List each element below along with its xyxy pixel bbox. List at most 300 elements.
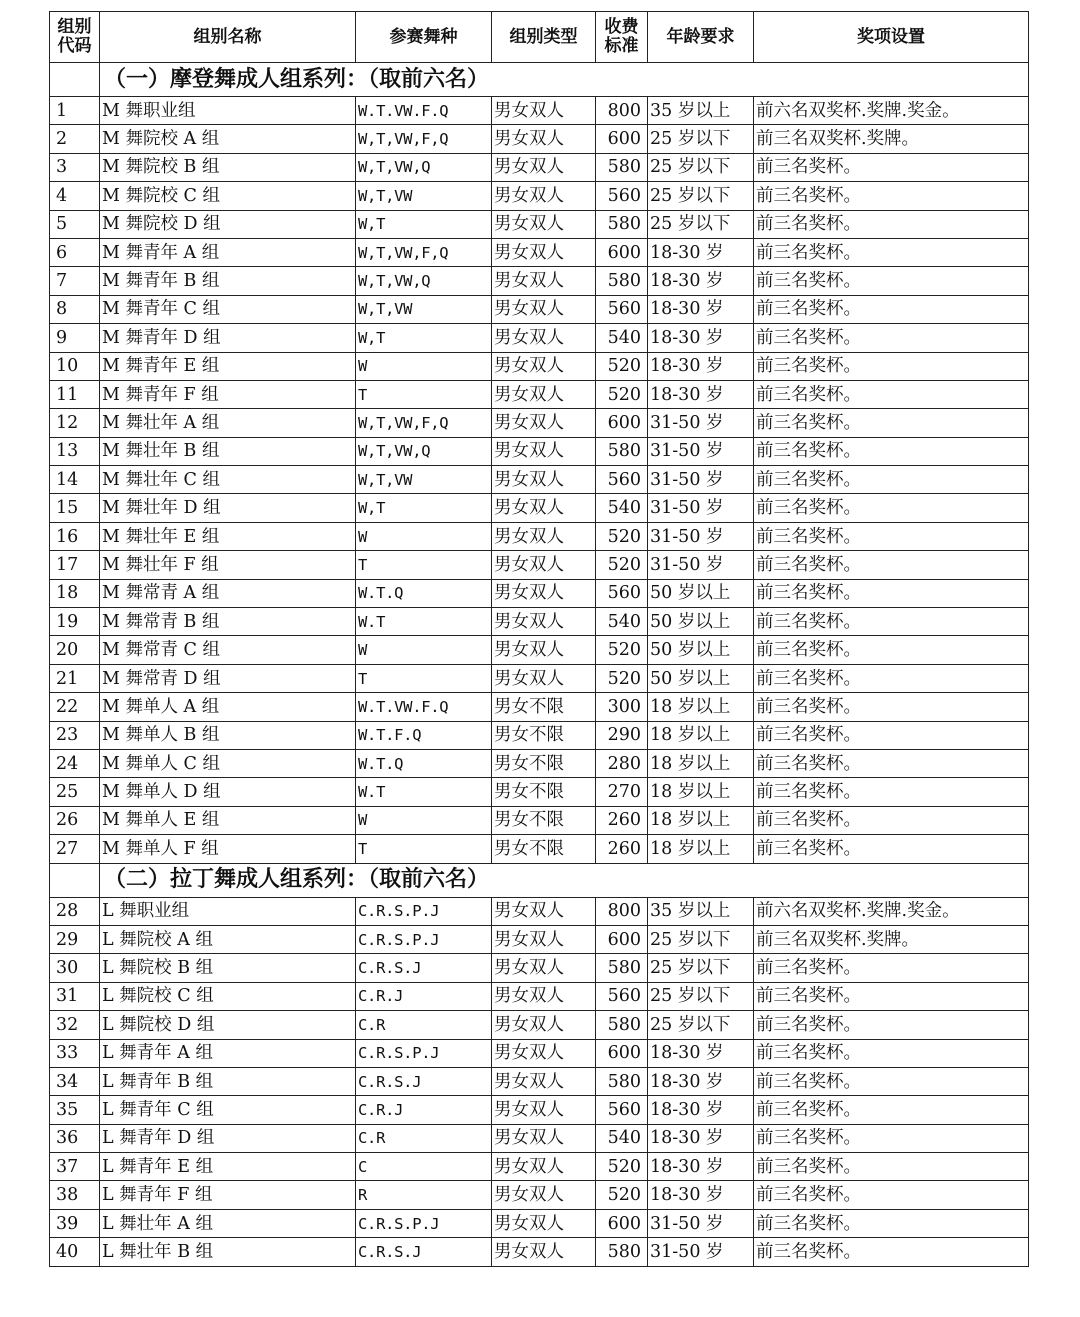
cell-type: 男女双人 <box>492 1181 596 1209</box>
cell-name: M 舞单人 C 组 <box>100 749 356 777</box>
cell-awards: 前三名奖杯。 <box>754 721 1029 749</box>
cell-age: 18-30 岁 <box>648 238 754 266</box>
cell-awards: 前三名奖杯。 <box>754 1153 1029 1181</box>
cell-fee: 260 <box>596 835 648 863</box>
header-fee-line2: 标准 <box>604 36 639 56</box>
cell-age: 35 岁以上 <box>648 97 754 125</box>
table-body <box>50 63 1029 1267</box>
cell-name: M 舞职业组 <box>100 97 356 125</box>
cell-dances: C.R.S.P.J <box>356 897 492 925</box>
cell-awards: 前三名奖杯。 <box>754 466 1029 494</box>
cell-fee: 300 <box>596 693 648 721</box>
cell-type: 男女双人 <box>492 1096 596 1124</box>
cell-code: 7 <box>50 267 100 295</box>
cell-awards: 前三名奖杯。 <box>754 551 1029 579</box>
cell-code: 17 <box>50 551 100 579</box>
cell-code: 40 <box>50 1238 100 1266</box>
cell-fee: 560 <box>596 982 648 1010</box>
cell-fee: 260 <box>596 806 648 834</box>
cell-fee: 560 <box>596 466 648 494</box>
cell-fee: 600 <box>596 925 648 953</box>
cell-code: 26 <box>50 806 100 834</box>
cell-dances: W,T,VW,Q <box>356 437 492 465</box>
cell-dances: C.R <box>356 1124 492 1152</box>
cell-awards: 前三名双奖杯.奖牌。 <box>754 925 1029 953</box>
cell-dances: W,T,VW <box>356 295 492 323</box>
cell-type: 男女双人 <box>492 636 596 664</box>
cell-type: 男女双人 <box>492 466 596 494</box>
cell-code: 25 <box>50 778 100 806</box>
table-row <box>50 466 1029 494</box>
cell-code: 9 <box>50 324 100 352</box>
cell-code: 28 <box>50 897 100 925</box>
cell-age: 31-50 岁 <box>648 1209 754 1237</box>
cell-awards: 前三名奖杯。 <box>754 182 1029 210</box>
cell-awards: 前三名奖杯。 <box>754 693 1029 721</box>
table-row <box>50 897 1029 925</box>
cell-awards: 前六名双奖杯.奖牌.奖金。 <box>754 97 1029 125</box>
cell-type: 男女不限 <box>492 749 596 777</box>
cell-name: M 舞单人 E 组 <box>100 806 356 834</box>
cell-type: 男女双人 <box>492 409 596 437</box>
cell-name: L 舞壮年 A 组 <box>100 1209 356 1237</box>
cell-awards: 前三名奖杯。 <box>754 835 1029 863</box>
cell-awards: 前三名奖杯。 <box>754 153 1029 181</box>
cell-type: 男女双人 <box>492 608 596 636</box>
cell-awards: 前三名奖杯。 <box>754 749 1029 777</box>
cell-awards: 前三名奖杯。 <box>754 1181 1029 1209</box>
cell-code: 13 <box>50 437 100 465</box>
cell-fee: 560 <box>596 295 648 323</box>
cell-dances: W <box>356 352 492 380</box>
cell-dances: C.R.S.P.J <box>356 1209 492 1237</box>
table-row <box>50 1124 1029 1152</box>
cell-age: 50 岁以上 <box>648 579 754 607</box>
cell-name: M 舞院校 D 组 <box>100 210 356 238</box>
table-row <box>50 1238 1029 1266</box>
cell-fee: 800 <box>596 897 648 925</box>
cell-awards: 前三名奖杯。 <box>754 608 1029 636</box>
cell-code: 32 <box>50 1011 100 1039</box>
cell-age: 25 岁以下 <box>648 925 754 953</box>
header-name: 组别名称 <box>100 12 356 63</box>
cell-age: 25 岁以下 <box>648 182 754 210</box>
cell-awards: 前三名奖杯。 <box>754 437 1029 465</box>
cell-dances: C.R.S.J <box>356 1238 492 1266</box>
cell-fee: 560 <box>596 182 648 210</box>
table-row <box>50 835 1029 863</box>
cell-name: M 舞院校 A 组 <box>100 125 356 153</box>
cell-code: 20 <box>50 636 100 664</box>
cell-age: 18 岁以上 <box>648 778 754 806</box>
cell-type: 男女不限 <box>492 778 596 806</box>
cell-awards: 前三名奖杯。 <box>754 238 1029 266</box>
cell-code: 33 <box>50 1039 100 1067</box>
cell-code: 6 <box>50 238 100 266</box>
cell-dances: W <box>356 636 492 664</box>
cell-fee: 580 <box>596 954 648 982</box>
cell-name: M 舞单人 D 组 <box>100 778 356 806</box>
cell-code: 4 <box>50 182 100 210</box>
cell-code: 11 <box>50 380 100 408</box>
competition-groups-table <box>49 11 1029 1267</box>
cell-fee: 270 <box>596 778 648 806</box>
cell-fee: 540 <box>596 324 648 352</box>
cell-type: 男女不限 <box>492 806 596 834</box>
cell-age: 18 岁以上 <box>648 721 754 749</box>
cell-name: M 舞青年 B 组 <box>100 267 356 295</box>
cell-type: 男女双人 <box>492 982 596 1010</box>
cell-code: 18 <box>50 579 100 607</box>
cell-fee: 520 <box>596 380 648 408</box>
cell-name: M 舞常青 D 组 <box>100 664 356 692</box>
table-row <box>50 1153 1029 1181</box>
section-blank-cell <box>50 63 100 97</box>
cell-age: 18-30 岁 <box>648 1124 754 1152</box>
cell-awards: 前六名双奖杯.奖牌.奖金。 <box>754 897 1029 925</box>
cell-type: 男女不限 <box>492 721 596 749</box>
cell-name: L 舞壮年 B 组 <box>100 1238 356 1266</box>
cell-code: 35 <box>50 1096 100 1124</box>
cell-code: 12 <box>50 409 100 437</box>
cell-dances: C.R.S.P.J <box>356 925 492 953</box>
cell-code: 5 <box>50 210 100 238</box>
cell-age: 50 岁以上 <box>648 664 754 692</box>
cell-type: 男女双人 <box>492 551 596 579</box>
cell-fee: 520 <box>596 1153 648 1181</box>
cell-dances: W.T <box>356 608 492 636</box>
cell-dances: W,T,VW,F,Q <box>356 238 492 266</box>
cell-type: 男女双人 <box>492 238 596 266</box>
cell-awards: 前三名奖杯。 <box>754 210 1029 238</box>
cell-fee: 520 <box>596 522 648 550</box>
cell-fee: 540 <box>596 494 648 522</box>
cell-type: 男女双人 <box>492 182 596 210</box>
cell-dances: T <box>356 380 492 408</box>
cell-code: 15 <box>50 494 100 522</box>
section-row <box>50 63 1029 97</box>
table-row <box>50 1209 1029 1237</box>
cell-age: 18-30 岁 <box>648 324 754 352</box>
cell-name: L 舞青年 B 组 <box>100 1067 356 1095</box>
table-row <box>50 806 1029 834</box>
table-row <box>50 380 1029 408</box>
cell-code: 29 <box>50 925 100 953</box>
cell-type: 男女不限 <box>492 835 596 863</box>
cell-fee: 600 <box>596 1039 648 1067</box>
cell-dances: C.R.S.J <box>356 954 492 982</box>
cell-type: 男女双人 <box>492 125 596 153</box>
cell-awards: 前三名奖杯。 <box>754 636 1029 664</box>
cell-age: 31-50 岁 <box>648 409 754 437</box>
cell-code: 30 <box>50 954 100 982</box>
header-type: 组别类型 <box>492 12 596 63</box>
cell-dances: C <box>356 1153 492 1181</box>
table-row <box>50 97 1029 125</box>
cell-fee: 520 <box>596 664 648 692</box>
table-row <box>50 324 1029 352</box>
cell-age: 35 岁以上 <box>648 897 754 925</box>
cell-dances: T <box>356 835 492 863</box>
table-row <box>50 1039 1029 1067</box>
cell-name: M 舞院校 C 组 <box>100 182 356 210</box>
cell-fee: 540 <box>596 1124 648 1152</box>
table-row <box>50 664 1029 692</box>
section-title: （一）摩登舞成人组系列：（取前六名） <box>100 63 1029 97</box>
cell-dances: W.T.VW.F.Q <box>356 97 492 125</box>
cell-type: 男女双人 <box>492 295 596 323</box>
cell-code: 19 <box>50 608 100 636</box>
cell-fee: 600 <box>596 1209 648 1237</box>
cell-age: 31-50 岁 <box>648 522 754 550</box>
cell-name: M 舞常青 B 组 <box>100 608 356 636</box>
cell-type: 男女双人 <box>492 267 596 295</box>
table-row <box>50 295 1029 323</box>
cell-type: 男女双人 <box>492 153 596 181</box>
cell-dances: C.R.S.P.J <box>356 1039 492 1067</box>
cell-awards: 前三名双奖杯.奖牌。 <box>754 125 1029 153</box>
cell-code: 22 <box>50 693 100 721</box>
table-row <box>50 749 1029 777</box>
cell-name: M 舞常青 A 组 <box>100 579 356 607</box>
cell-type: 男女双人 <box>492 1011 596 1039</box>
cell-age: 25 岁以下 <box>648 125 754 153</box>
cell-name: M 舞壮年 A 组 <box>100 409 356 437</box>
cell-age: 18-30 岁 <box>648 295 754 323</box>
table-row <box>50 182 1029 210</box>
table-row <box>50 1096 1029 1124</box>
cell-code: 3 <box>50 153 100 181</box>
cell-type: 男女双人 <box>492 954 596 982</box>
cell-code: 16 <box>50 522 100 550</box>
cell-dances: T <box>356 551 492 579</box>
cell-type: 男女双人 <box>492 1153 596 1181</box>
section-row <box>50 863 1029 897</box>
table-row <box>50 267 1029 295</box>
cell-type: 男女双人 <box>492 1238 596 1266</box>
cell-dances: C.R.J <box>356 1096 492 1124</box>
cell-fee: 540 <box>596 608 648 636</box>
table-row <box>50 778 1029 806</box>
header-code <box>50 12 100 63</box>
cell-type: 男女双人 <box>492 579 596 607</box>
cell-awards: 前三名奖杯。 <box>754 982 1029 1010</box>
cell-fee: 580 <box>596 210 648 238</box>
cell-type: 男女不限 <box>492 693 596 721</box>
cell-dances: W,T <box>356 210 492 238</box>
cell-fee: 520 <box>596 1181 648 1209</box>
table-row <box>50 579 1029 607</box>
cell-age: 18-30 岁 <box>648 1181 754 1209</box>
cell-age: 18 岁以上 <box>648 749 754 777</box>
cell-awards: 前三名奖杯。 <box>754 494 1029 522</box>
cell-code: 23 <box>50 721 100 749</box>
cell-dances: W,T,VW,F,Q <box>356 409 492 437</box>
cell-awards: 前三名奖杯。 <box>754 324 1029 352</box>
cell-code: 10 <box>50 352 100 380</box>
table-row <box>50 1181 1029 1209</box>
cell-name: L 舞青年 D 组 <box>100 1124 356 1152</box>
cell-dances: C.R <box>356 1011 492 1039</box>
cell-code: 37 <box>50 1153 100 1181</box>
table-row <box>50 721 1029 749</box>
cell-age: 18-30 岁 <box>648 1039 754 1067</box>
header-code-line1: 组别 <box>57 17 92 37</box>
cell-awards: 前三名奖杯。 <box>754 806 1029 834</box>
cell-dances: C.R.S.J <box>356 1067 492 1095</box>
cell-name: L 舞青年 A 组 <box>100 1039 356 1067</box>
cell-awards: 前三名奖杯。 <box>754 1039 1029 1067</box>
table-row <box>50 954 1029 982</box>
cell-age: 50 岁以上 <box>648 636 754 664</box>
cell-type: 男女双人 <box>492 1067 596 1095</box>
header-awards: 奖项设置 <box>754 12 1029 63</box>
cell-age: 18-30 岁 <box>648 1067 754 1095</box>
cell-name: L 舞院校 C 组 <box>100 982 356 1010</box>
cell-type: 男女双人 <box>492 494 596 522</box>
cell-name: M 舞单人 B 组 <box>100 721 356 749</box>
cell-awards: 前三名奖杯。 <box>754 1238 1029 1266</box>
cell-age: 18-30 岁 <box>648 352 754 380</box>
cell-fee: 580 <box>596 437 648 465</box>
table-header <box>50 12 1029 63</box>
cell-fee: 580 <box>596 153 648 181</box>
cell-type: 男女双人 <box>492 352 596 380</box>
cell-age: 25 岁以下 <box>648 210 754 238</box>
cell-name: M 舞青年 C 组 <box>100 295 356 323</box>
table-row <box>50 409 1029 437</box>
cell-fee: 580 <box>596 1067 648 1095</box>
header-fee-line1: 收费 <box>604 17 639 37</box>
cell-age: 25 岁以下 <box>648 153 754 181</box>
cell-age: 31-50 岁 <box>648 494 754 522</box>
cell-code: 34 <box>50 1067 100 1095</box>
header-code-line2: 代码 <box>57 36 92 56</box>
cell-fee: 560 <box>596 1096 648 1124</box>
table-row <box>50 551 1029 579</box>
cell-code: 31 <box>50 982 100 1010</box>
cell-name: L 舞青年 F 组 <box>100 1181 356 1209</box>
cell-dances: W <box>356 806 492 834</box>
table-row <box>50 238 1029 266</box>
cell-age: 18 岁以上 <box>648 693 754 721</box>
cell-name: L 舞职业组 <box>100 897 356 925</box>
cell-name: M 舞青年 A 组 <box>100 238 356 266</box>
table-row <box>50 982 1029 1010</box>
table-row <box>50 925 1029 953</box>
cell-age: 31-50 岁 <box>648 466 754 494</box>
cell-awards: 前三名奖杯。 <box>754 664 1029 692</box>
cell-dances: W.T.F.Q <box>356 721 492 749</box>
cell-awards: 前三名奖杯。 <box>754 267 1029 295</box>
cell-fee: 800 <box>596 97 648 125</box>
cell-awards: 前三名奖杯。 <box>754 522 1029 550</box>
cell-awards: 前三名奖杯。 <box>754 409 1029 437</box>
header-fee <box>596 12 648 63</box>
cell-code: 36 <box>50 1124 100 1152</box>
cell-dances: W,T <box>356 494 492 522</box>
cell-type: 男女双人 <box>492 1209 596 1237</box>
cell-fee: 600 <box>596 238 648 266</box>
cell-awards: 前三名奖杯。 <box>754 295 1029 323</box>
cell-dances: W.T.VW.F.Q <box>356 693 492 721</box>
cell-awards: 前三名奖杯。 <box>754 1067 1029 1095</box>
table-row <box>50 210 1029 238</box>
cell-age: 18-30 岁 <box>648 1153 754 1181</box>
cell-age: 18-30 岁 <box>648 267 754 295</box>
section-title: （二）拉丁舞成人组系列：（取前六名） <box>100 863 1029 897</box>
cell-code: 8 <box>50 295 100 323</box>
table-row <box>50 437 1029 465</box>
table-row <box>50 125 1029 153</box>
cell-dances: W.T.Q <box>356 749 492 777</box>
cell-type: 男女双人 <box>492 97 596 125</box>
cell-code: 38 <box>50 1181 100 1209</box>
table-row <box>50 1067 1029 1095</box>
cell-awards: 前三名奖杯。 <box>754 1209 1029 1237</box>
cell-fee: 600 <box>596 125 648 153</box>
cell-fee: 520 <box>596 352 648 380</box>
cell-code: 14 <box>50 466 100 494</box>
cell-awards: 前三名奖杯。 <box>754 352 1029 380</box>
cell-code: 1 <box>50 97 100 125</box>
cell-name: M 舞壮年 D 组 <box>100 494 356 522</box>
table-row <box>50 153 1029 181</box>
cell-code: 27 <box>50 835 100 863</box>
table-row <box>50 608 1029 636</box>
cell-type: 男女双人 <box>492 1124 596 1152</box>
cell-dances: W.T.Q <box>356 579 492 607</box>
cell-name: M 舞单人 F 组 <box>100 835 356 863</box>
section-blank-cell <box>50 863 100 897</box>
cell-name: L 舞青年 E 组 <box>100 1153 356 1181</box>
cell-fee: 280 <box>596 749 648 777</box>
cell-dances: W,T,VW <box>356 182 492 210</box>
cell-type: 男女双人 <box>492 522 596 550</box>
cell-awards: 前三名奖杯。 <box>754 579 1029 607</box>
cell-age: 25 岁以下 <box>648 1011 754 1039</box>
cell-code: 2 <box>50 125 100 153</box>
header-age: 年龄要求 <box>648 12 754 63</box>
cell-type: 男女双人 <box>492 324 596 352</box>
cell-fee: 290 <box>596 721 648 749</box>
cell-dances: W,T,VW,Q <box>356 153 492 181</box>
cell-fee: 600 <box>596 409 648 437</box>
cell-awards: 前三名奖杯。 <box>754 1124 1029 1152</box>
cell-dances: W.T <box>356 778 492 806</box>
cell-dances: T <box>356 664 492 692</box>
cell-dances: W,T <box>356 324 492 352</box>
cell-dances: W,T,VW <box>356 466 492 494</box>
cell-age: 18-30 岁 <box>648 1096 754 1124</box>
cell-name: L 舞院校 B 组 <box>100 954 356 982</box>
cell-awards: 前三名奖杯。 <box>754 1011 1029 1039</box>
cell-age: 31-50 岁 <box>648 551 754 579</box>
table-row <box>50 1011 1029 1039</box>
cell-name: L 舞院校 D 组 <box>100 1011 356 1039</box>
cell-type: 男女双人 <box>492 380 596 408</box>
cell-name: M 舞壮年 F 组 <box>100 551 356 579</box>
cell-name: M 舞青年 E 组 <box>100 352 356 380</box>
cell-age: 18-30 岁 <box>648 380 754 408</box>
cell-age: 50 岁以上 <box>648 608 754 636</box>
cell-fee: 580 <box>596 267 648 295</box>
cell-code: 21 <box>50 664 100 692</box>
cell-dances: W <box>356 522 492 550</box>
cell-name: M 舞壮年 C 组 <box>100 466 356 494</box>
cell-fee: 520 <box>596 636 648 664</box>
cell-fee: 560 <box>596 579 648 607</box>
